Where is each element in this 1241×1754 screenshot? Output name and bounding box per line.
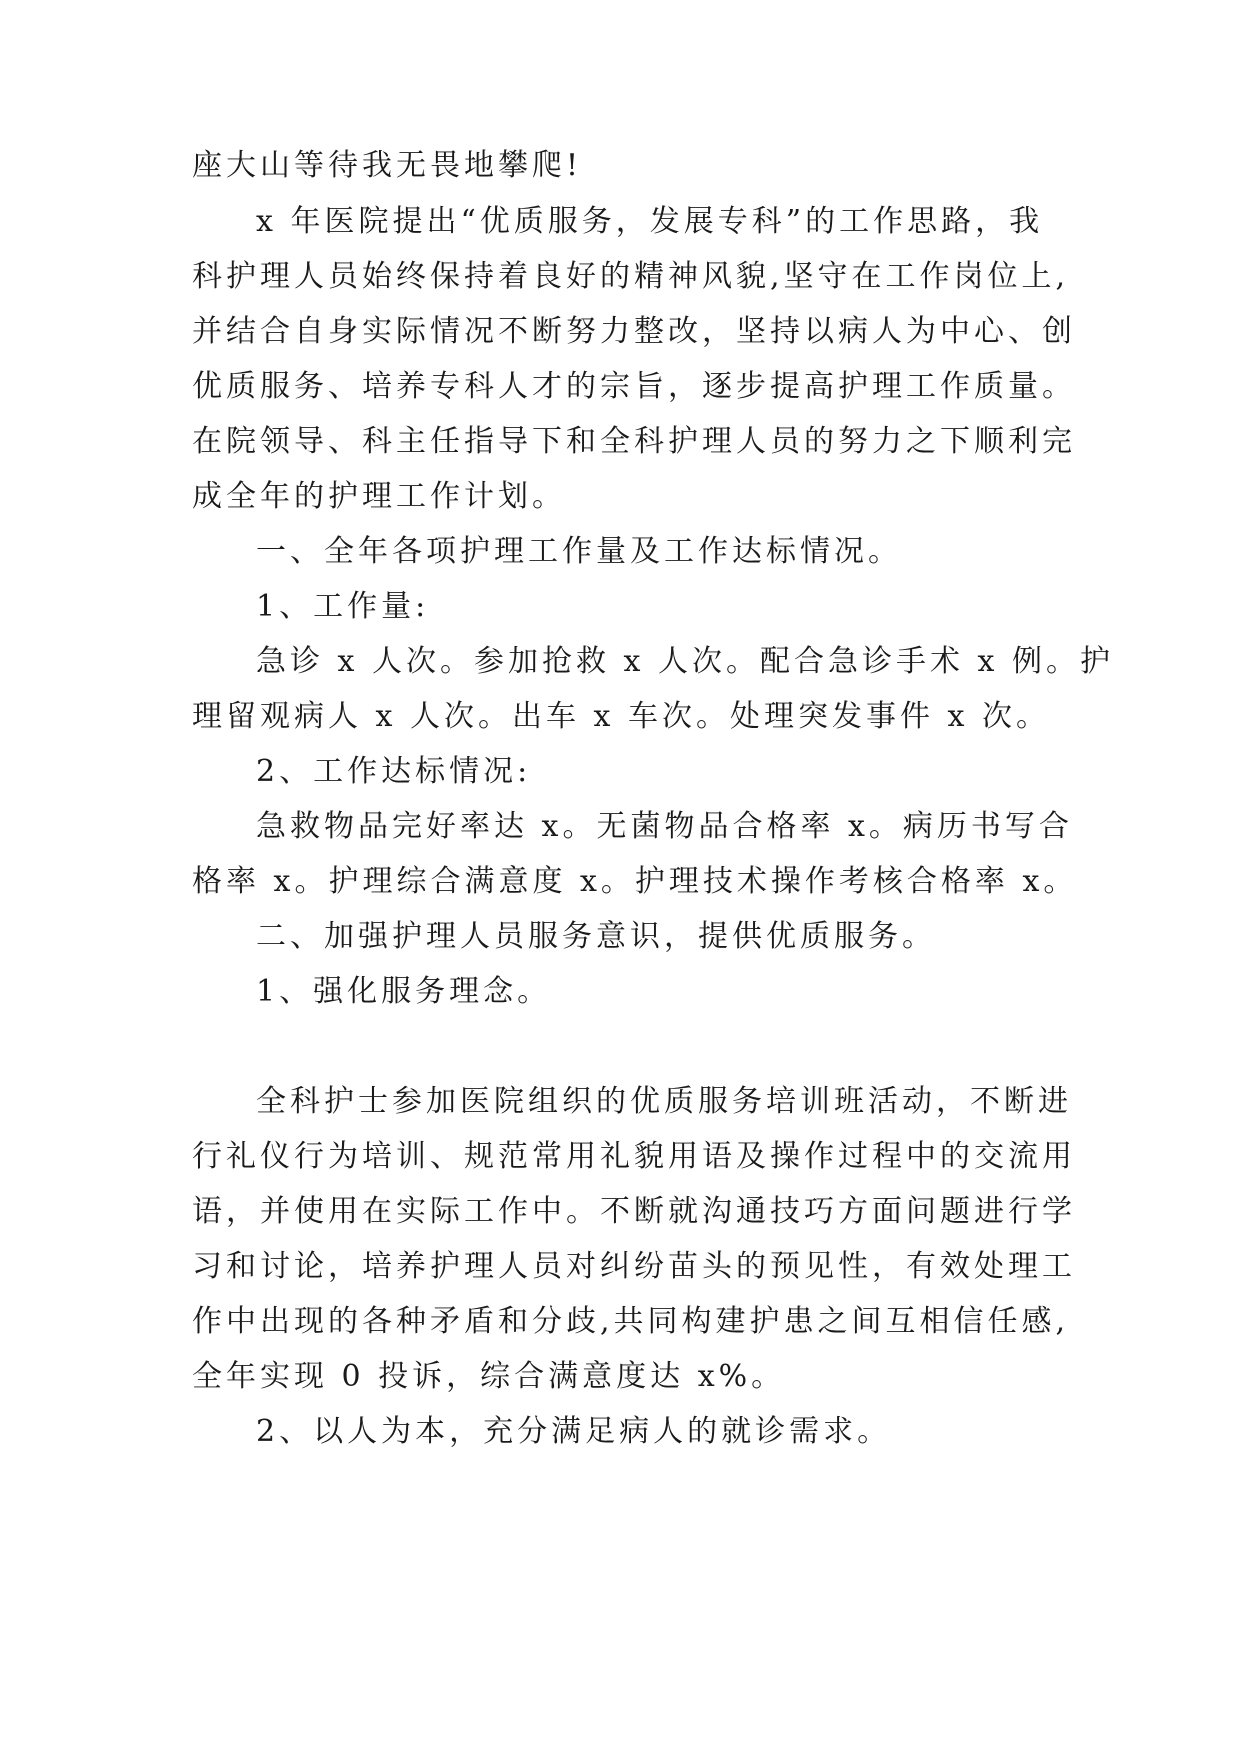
paragraph-start: 全科护士参加医院组织的优质服务培训班活动，不断进 (256, 1084, 1072, 1119)
paragraph-start: 急救物品完好率达 x。无菌物品合格率 x。病历书写合 (256, 809, 1073, 844)
text-line: 优质服务、培养专科人才的宗旨，逐步提高护理工作质量。 (192, 369, 1076, 404)
text-line: 理留观病人 x 人次。出车 x 车次。处理突发事件 x 次。 (192, 699, 1050, 734)
subsection-heading: 2、以人为本，充分满足病人的就诊需求。 (256, 1414, 892, 1449)
text-line: 在院领导、科主任指导下和全科护理人员的努力之下顺利完 (192, 424, 1076, 459)
paragraph-start: x 年医院提出“优质服务，发展专科”的工作思路，我 (256, 204, 1044, 239)
text-line: 成全年的护理工作计划。 (192, 479, 566, 514)
subsection-heading: 1、强化服务理念。 (256, 974, 552, 1009)
text-line: 作中出现的各种矛盾和分歧,共同构建护患之间互相信任感, (192, 1304, 1070, 1339)
section-heading: 二、加强护理人员服务意识，提供优质服务。 (256, 919, 936, 954)
section-heading: 一、全年各项护理工作量及工作达标情况。 (256, 534, 902, 569)
text-line: 格率 x。护理综合满意度 x。护理技术操作考核合格率 x。 (192, 864, 1078, 899)
subsection-heading: 1、工作量: (256, 589, 430, 624)
text-line: 全年实现 0 投诉，综合满意度达 x%。 (192, 1359, 786, 1394)
subsection-heading: 2、工作达标情况: (256, 754, 532, 789)
paragraph-start: 急诊 x 人次。参加抢救 x 人次。配合急诊手术 x 例。护 (256, 644, 1114, 679)
text-line: 并结合自身实际情况不断努力整改，坚持以病人为中心、创 (192, 314, 1076, 349)
text-line: 科护理人员始终保持着良好的精神风貌,坚守在工作岗位上, (192, 259, 1070, 294)
text-line: 座大山等待我无畏地攀爬! (192, 148, 583, 183)
text-line: 语，并使用在实际工作中。不断就沟通技巧方面问题进行学 (192, 1194, 1076, 1229)
text-line: 习和讨论，培养护理人员对纠纷苗头的预见性，有效处理工 (192, 1249, 1076, 1284)
text-line: 行礼仪行为培训、规范常用礼貌用语及操作过程中的交流用 (192, 1139, 1076, 1174)
